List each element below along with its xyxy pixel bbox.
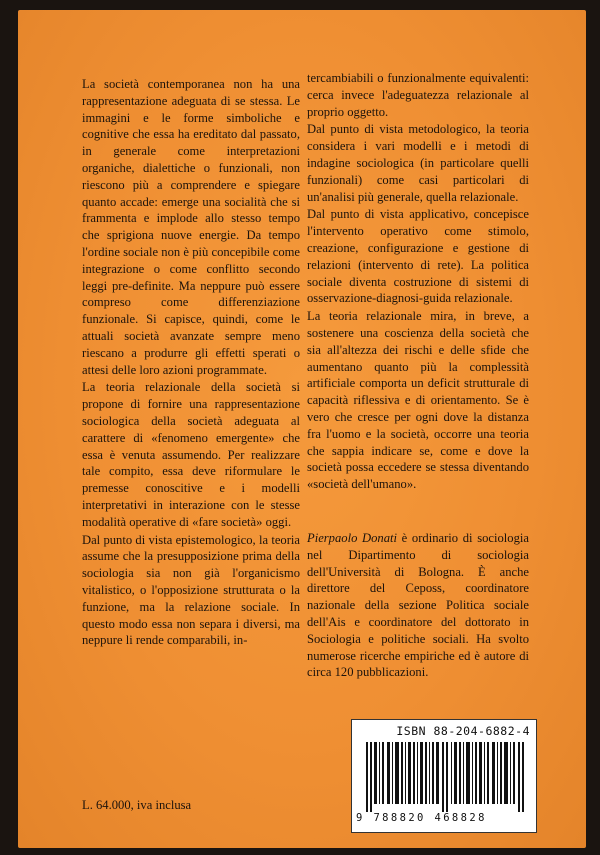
blurb-right-column — [307, 70, 529, 493]
isbn-number: ISBN 88-204-6882-4 — [396, 724, 530, 738]
blurb-paragraph-7: La teoria relazionale mira, in breve, a sostenere una coscienza della società che sia all'altezza dei rischi e delle sfide che aumentano quanto più la complessità artificiale comporta un deficit strutturale di capacità riflessiva e di orientamento. Se è vero che cresce per ogni dove la distanza fra l'uomo e la società, occorre una teoria che sappia indicare se, come e dove la società possa eccedere se stessa diventando «società dell'umano». — [307, 309, 529, 492]
barcode-icon — [366, 742, 528, 812]
author-name: Pierpaolo Donati — [307, 531, 398, 545]
ean-number: 9 788820 468828 — [356, 812, 487, 824]
author-bio — [307, 530, 529, 681]
author-bio-text: è ordinario di sociologia nel Dipartimento di sociologia dell'Università di Bologna. È anche direttore del Ceposs, coordinatore nazionale della sezione Politica sociale dell'Ais e coordinatore del dottorato in Sociologia e politiche sociali. Ha svolto numerose ricerche empiriche ed è autore di circa 120 pubblicazioni. — [307, 531, 529, 680]
blurb-paragraph-6: Dal punto di vista applicativo, concepisce l'intervento operativo come stimolo, creazione, configurazione e gestione di relazioni (intervento di rete). La politica sociale diventa costruzione di sistemi di osservazione-diagnosi-guida relazionale. — [307, 207, 529, 306]
price-label: L. 64.000, iva inclusa — [82, 798, 192, 812]
blurb-left-column — [82, 76, 300, 649]
blurb-paragraph-5: Dal punto di vista metodologico, la teoria considera i vari modelli e i metodi di indagine sociologica (in particolare quelli funzionali) come casi particolari di un'analisi più generale, quella relazionale. — [307, 122, 529, 204]
blurb-paragraph-3: Dal punto di vista epistemologico, la teoria assume che la presupposizione prima della sociologia sia non già l'organicismo vitalistico, o l'opposizione strutturata o la funzione, ma la relazione sociale. In questo modo essa non separa i diversi, ma neppure li rende comparabili, in- — [82, 532, 300, 648]
blurb-paragraph-1: La società contemporanea non ha una rappresentazione adeguata di se stessa. Le immagini e le forme simboliche e cognitive che essa ha ereditato dal passato, in generale come interpretazioni organiche, dialettiche o funzionali, non riescono più a comprendere e spiegare quanto accade: emerge una socialità che si frammenta e implode allo stesso tempo che sprigiona nuove energie. Da tempo l'ordine sociale non è più concepibile come integrazione o come conflitto secondo leggi pre-definite. Ma neppure può essere compreso come differenziazione funzionale. Si capisce, quindi, come le attuali società avanzate sempre meno riescano a produrre gli effetti sperati o attesi delle loro azioni programmate. — [82, 77, 300, 377]
barcode-label — [351, 719, 537, 833]
blurb-paragraph-2: La teoria relazionale della società si propone di fornire una rappresentazione sociologica della società adeguata al carattere di «fenomeno emergente» che essa è venuta assumendo. Per realizzare tale compito, essa deve riformulare le premesse conoscitive e i modelli interpretativi in interazione con le stesse modalità operative di «fare società» oggi. — [82, 380, 300, 529]
blurb-paragraph-4: tercambiabili o funzionalmente equivalenti: cerca invece l'adeguatezza relazionale al proprio oggetto. — [307, 71, 529, 119]
